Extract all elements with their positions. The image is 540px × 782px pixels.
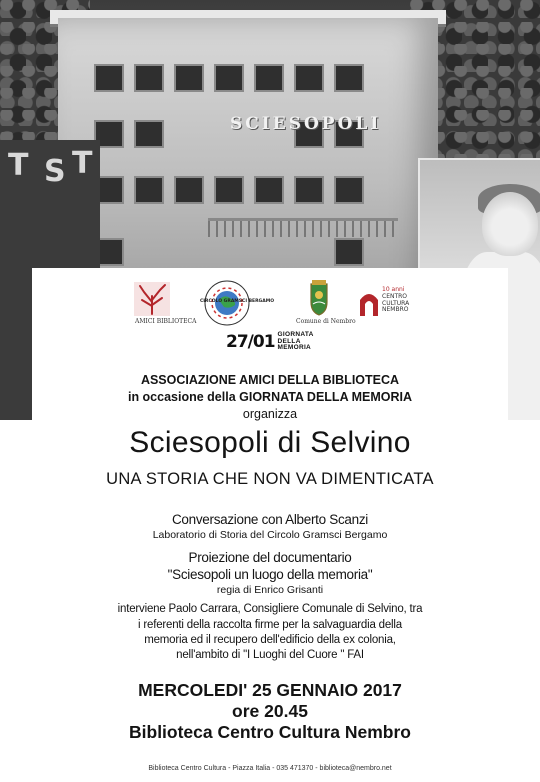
- coat-of-arms-icon: [294, 278, 344, 318]
- building-window: [214, 64, 244, 92]
- building-window: [334, 176, 364, 204]
- event-date: MERCOLEDI' 25 GENNAIO 2017: [138, 680, 402, 700]
- building-window: [214, 176, 244, 204]
- logo-row: [32, 278, 508, 328]
- documentary-director: regia di Enrico Grisanti: [216, 584, 324, 596]
- giornata-label-line: MEMORIA: [277, 344, 312, 352]
- association-name: ASSOCIAZIONE AMICI DELLA BIBLIOTECA: [140, 373, 400, 387]
- building-window: [94, 64, 124, 92]
- building-window: [134, 176, 164, 204]
- event-card: [32, 268, 508, 782]
- amici-biblioteca-logo: [132, 278, 197, 328]
- building-window: [334, 238, 364, 266]
- paragraph-line: i referenti della raccolta firme per la salvaguardia della: [138, 619, 402, 631]
- paragraph-line: interviene Paolo Carrara, Consigliere Comunale di Selvino, tra: [117, 603, 423, 615]
- comune-nembro-logo: [294, 278, 356, 328]
- paragraph-line: nell'ambito di "I Luoghi del Cuore " FAI: [176, 649, 364, 661]
- conversation-heading: Conversazione con Alberto Scanzi: [171, 512, 369, 527]
- building-window: [134, 64, 164, 92]
- projection-heading: Proiezione del documentario: [188, 550, 352, 565]
- paragraph-line: memoria ed il recupero dell'edificio della ex colonia,: [144, 634, 396, 646]
- building-window: [254, 176, 284, 204]
- giornata-date: 27/01: [226, 332, 275, 352]
- building-window: [254, 64, 284, 92]
- centro-cultura-years: 10 anni: [382, 286, 405, 293]
- banner-letter: S: [44, 154, 66, 189]
- building-window: [334, 64, 364, 92]
- centro-cultura-logo: [358, 278, 418, 328]
- banner-letter: T: [72, 146, 93, 181]
- giornata-label: [278, 332, 318, 352]
- building-window: [134, 120, 164, 148]
- comune-nembro-caption: Comune di Nembro: [296, 318, 356, 325]
- event-time: ore 20.45: [232, 701, 308, 721]
- giornata-memoria-mark: [226, 331, 318, 353]
- building-window: [174, 64, 204, 92]
- building-window: [294, 64, 324, 92]
- building-window: [174, 176, 204, 204]
- event-subtitle: UNA STORIA CHE NON VA DIMENTICATA: [106, 470, 434, 488]
- building-window: [294, 176, 324, 204]
- child-face: [482, 192, 538, 256]
- occasion-line: in occasione della GIORNATA DELLA MEMORIA: [127, 390, 413, 404]
- arch-icon: [358, 288, 380, 318]
- giornata-label-line: DELLA: [277, 337, 301, 345]
- building-balcony: [208, 218, 398, 237]
- event-title: Sciesopoli di Selvino: [129, 426, 411, 459]
- centro-cultura-text: CENTRO CULTURA NEMBRO: [382, 293, 410, 313]
- footer-contact: Biblioteca Centro Cultura - Piazza Italia - 035 471370 - biblioteca@nembro.net: [148, 765, 392, 772]
- circolo-gramsci-text: CIRCOLO GRAMSCI BERGAMO: [200, 299, 275, 304]
- circolo-gramsci-logo: [200, 278, 275, 328]
- giornata-label-line: GIORNATA: [277, 331, 314, 339]
- building-sign: SCIESOPOLI: [230, 114, 382, 134]
- event-venue: Biblioteca Centro Cultura Nembro: [129, 722, 411, 742]
- organizes-line: organizza: [242, 407, 298, 421]
- conversation-detail: Laboratorio di Storia del Circolo Gramsci Bergamo: [152, 529, 388, 541]
- amici-biblioteca-caption: AMICI BIBLIOTECA: [135, 318, 197, 325]
- documentary-title: "Sciesopoli un luogo della memoria": [167, 567, 373, 582]
- banner-letter: T: [8, 148, 29, 183]
